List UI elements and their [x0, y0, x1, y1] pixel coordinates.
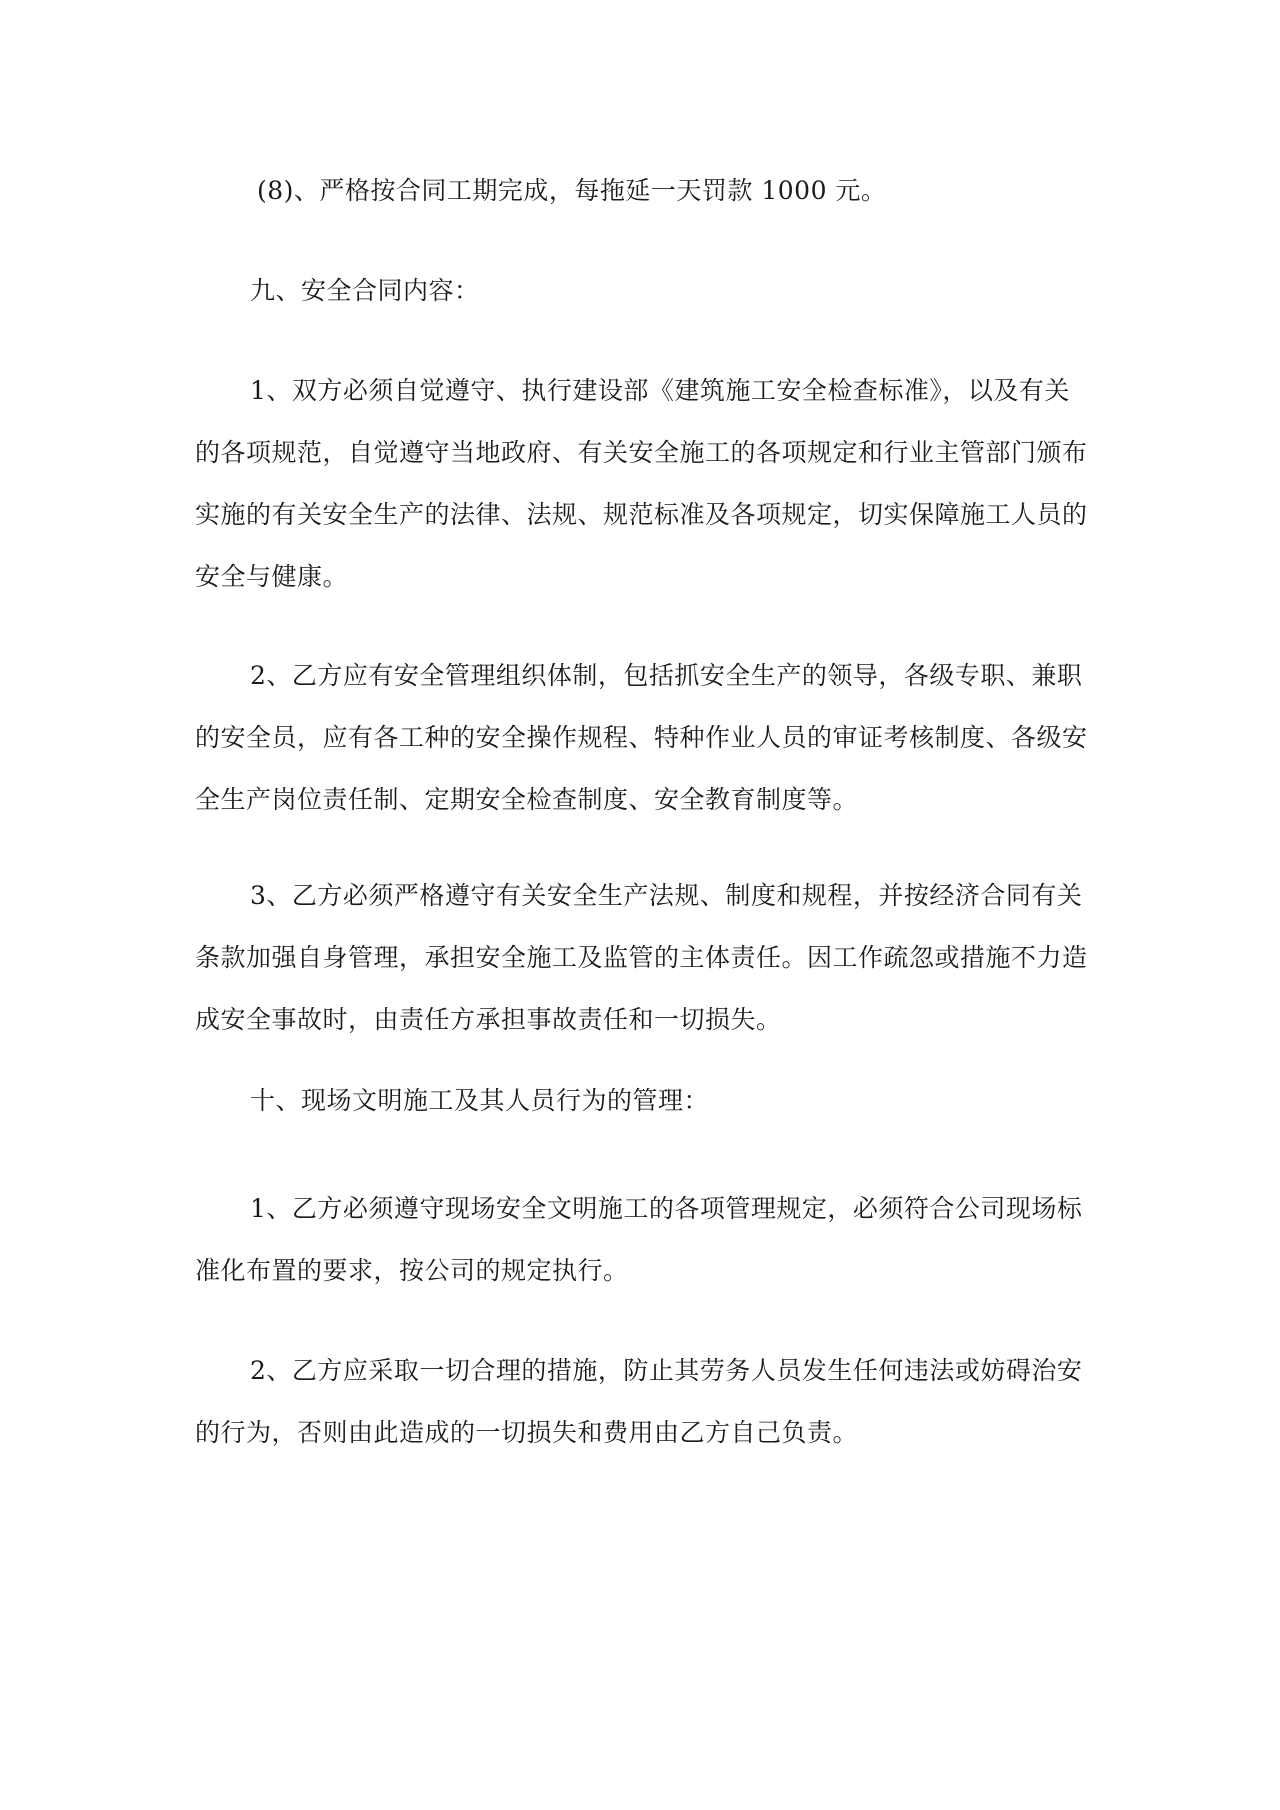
text-line: 条款加强自身管理，承担安全施工及监管的主体责任。因工作疏忽或措施不力造: [195, 943, 1088, 972]
text-line: 的各项规范，自觉遵守当地政府、有关安全施工的各项规定和行业主管部门颁布: [195, 438, 1088, 467]
text-line: 1、乙方必须遵守现场安全文明施工的各项管理规定，必须符合公司现场标: [250, 1194, 1083, 1223]
text-line: 的安全员，应有各工种的安全操作规程、特种作业人员的审证考核制度、各级安: [195, 723, 1088, 752]
site-clause-2: [195, 1340, 1095, 1464]
text-line: 的行为，否则由此造成的一切损失和费用由乙方自己负责。: [195, 1418, 859, 1447]
text-line: 安全与健康。: [195, 562, 349, 591]
text-line: 成安全事故时，由责任方承担事故责任和一切损失。: [195, 1005, 782, 1034]
text-line: 实施的有关安全生产的法律、法规、规范标准及各项规定，切实保障施工人员的: [195, 500, 1088, 529]
text-line: 全生产岗位责任制、定期安全检查制度、安全教育制度等。: [195, 785, 859, 814]
section-heading-site-management: [195, 1070, 1095, 1132]
safety-clause-3: [195, 865, 1095, 1051]
text-line: 十、现场文明施工及其人员行为的管理：: [250, 1086, 710, 1115]
site-clause-1: [195, 1178, 1095, 1302]
safety-clause-1: [195, 360, 1095, 608]
text-line: 准化布置的要求，按公司的规定执行。: [195, 1256, 629, 1285]
text-line: 2、乙方应有安全管理组织体制，包括抓安全生产的领导，各级专职、兼职: [250, 661, 1083, 690]
clause-8-delay-penalty: [195, 160, 1095, 222]
text-line: 3、乙方必须严格遵守有关安全生产法规、制度和规程，并按经济合同有关: [250, 881, 1083, 910]
safety-clause-2: [195, 645, 1095, 831]
section-heading-safety-contract: [195, 260, 1095, 322]
text-line: 1、双方必须自觉遵守、执行建设部《建筑施工安全检查标准》，以及有关: [250, 376, 1070, 405]
text-line: (8)、严格按合同工期完成，每拖延一天罚款 1000 元。: [257, 176, 887, 205]
text-line: 2、乙方应采取一切合理的措施，防止其劳务人员发生任何违法或妨碍治安: [250, 1356, 1083, 1385]
text-line: 九、安全合同内容：: [250, 276, 480, 305]
